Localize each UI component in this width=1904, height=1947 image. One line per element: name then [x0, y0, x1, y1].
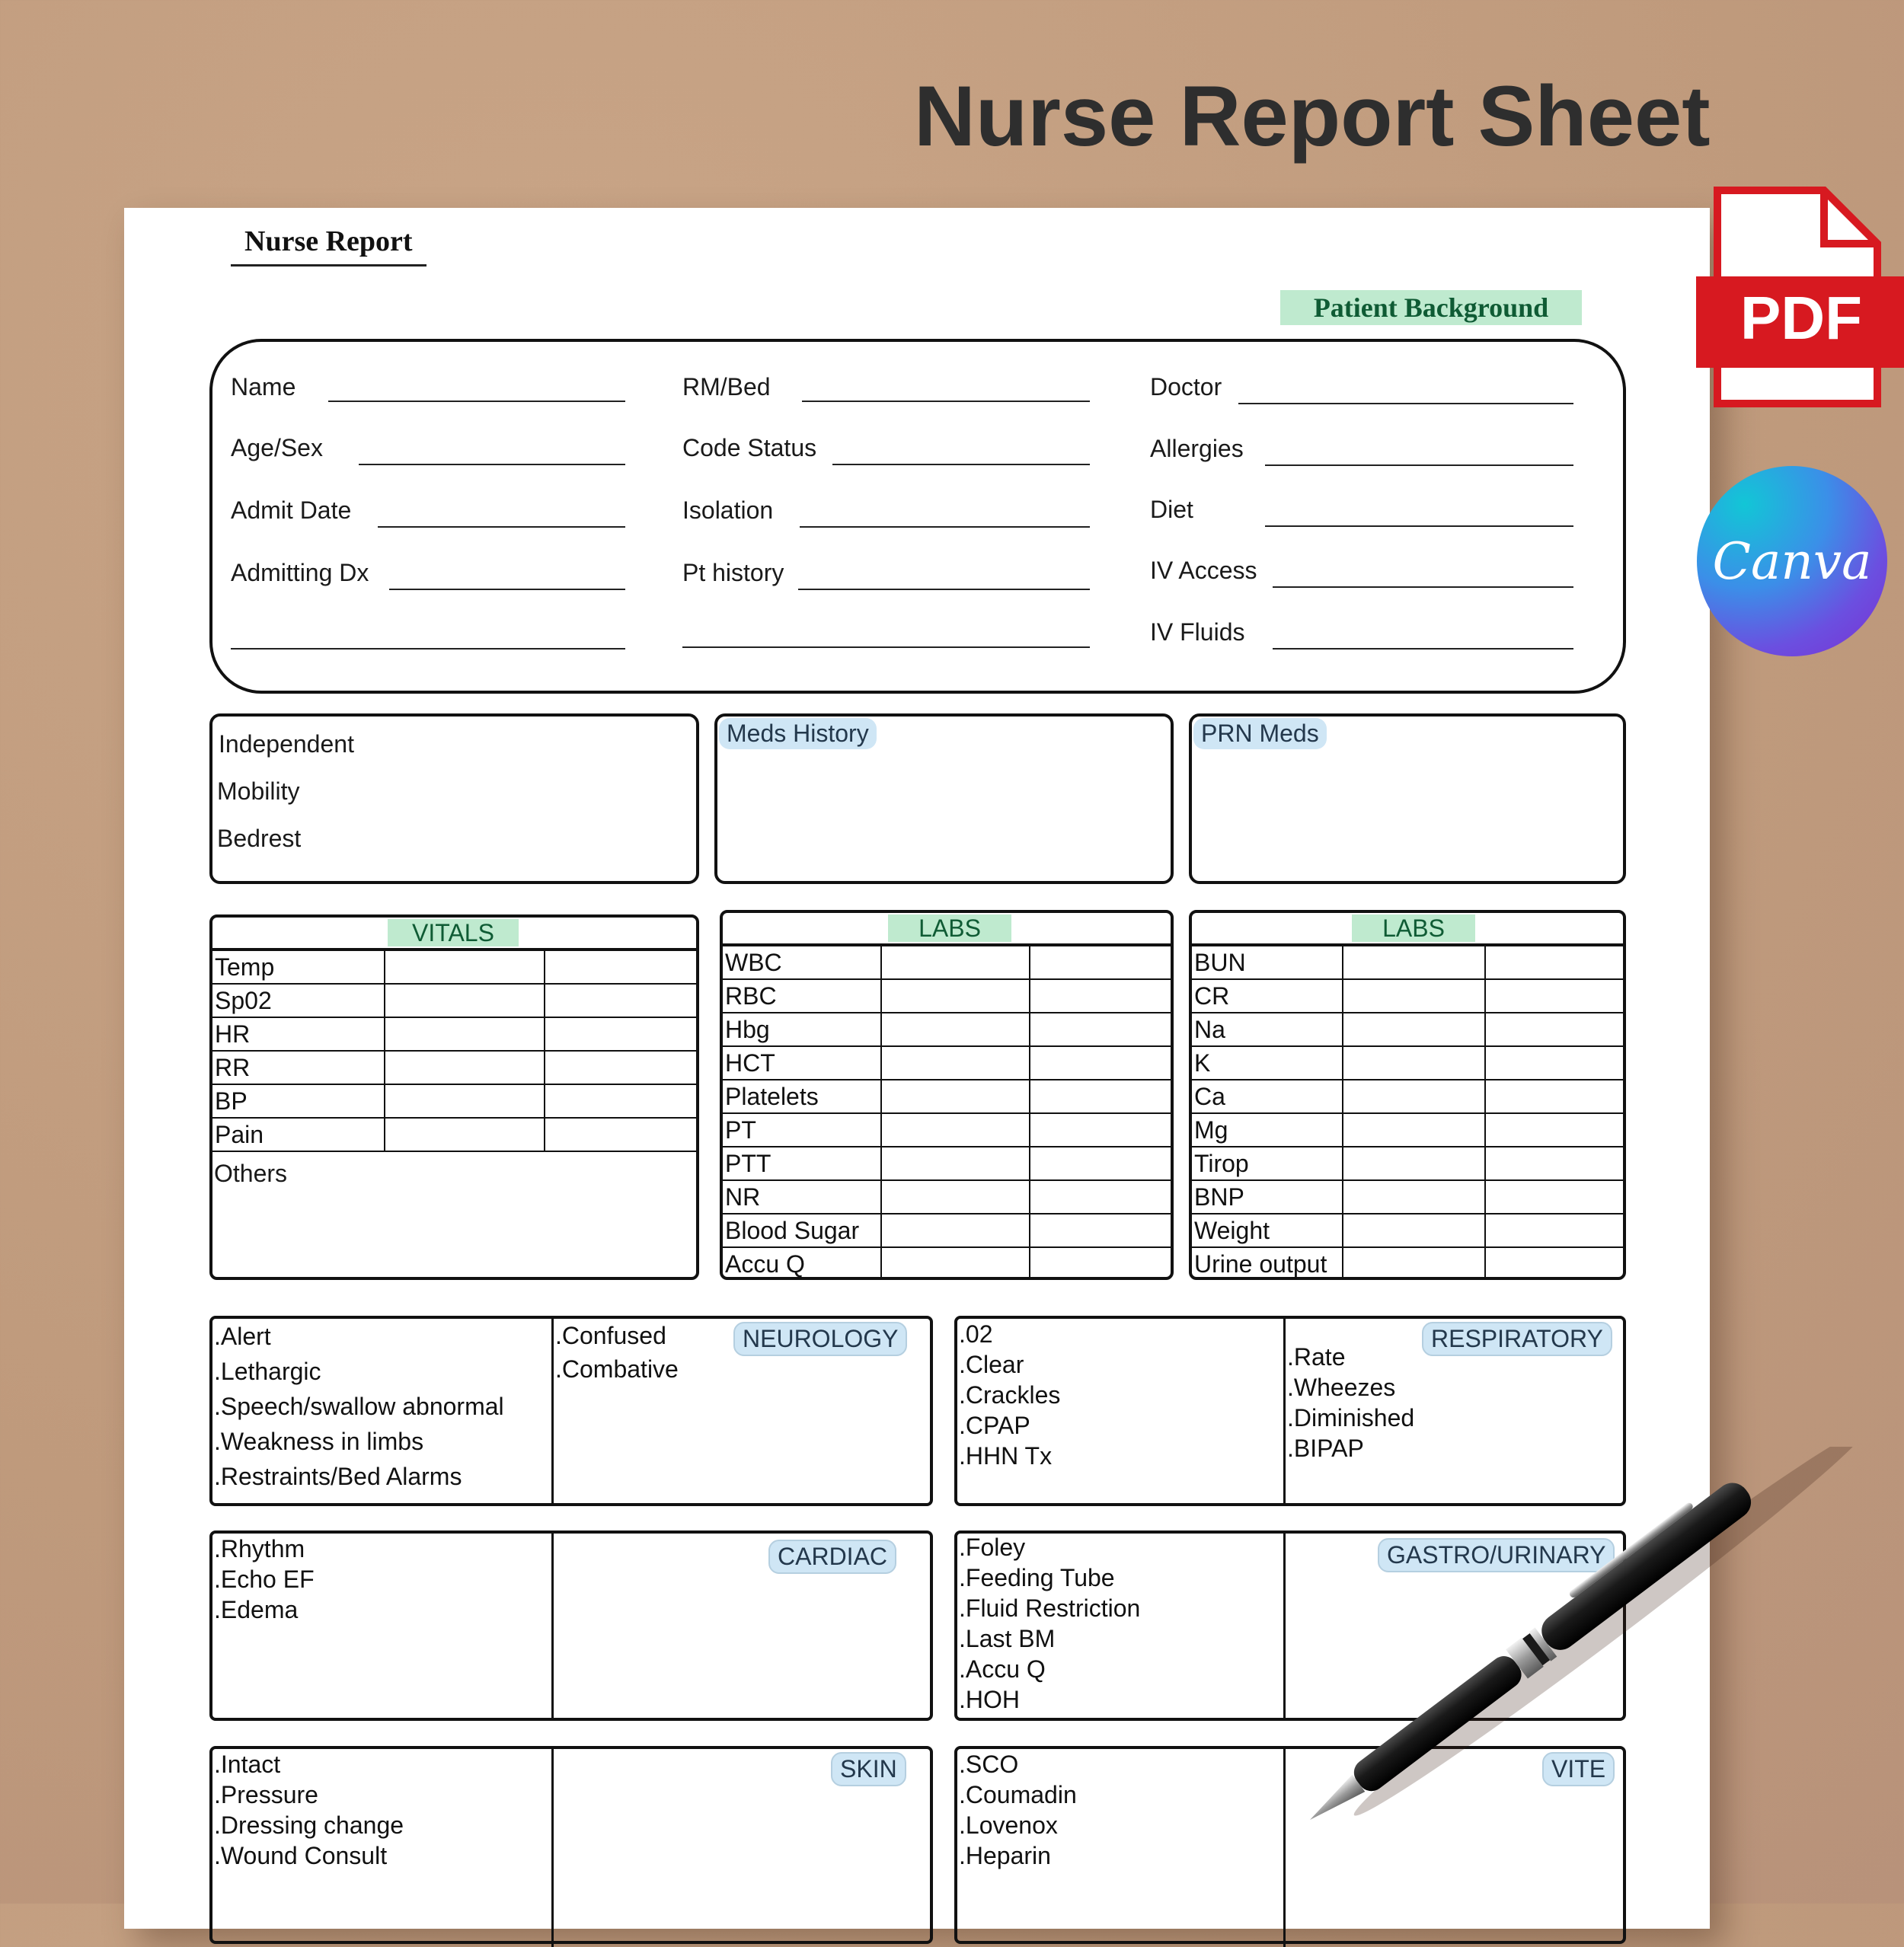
gastro-urinary-title: GASTRO/URINARY: [1378, 1538, 1615, 1572]
field-label: Doctor: [1150, 373, 1222, 401]
respiratory-item[interactable]: .Rate: [1287, 1343, 1346, 1371]
patient-background-tag: Patient Background: [1280, 290, 1582, 325]
field-label: Pt history: [682, 559, 784, 586]
labs1-value-cell[interactable]: [1030, 1113, 1174, 1147]
vitals-row-label: Sp02: [211, 984, 385, 1017]
mobility-option[interactable]: Independent: [219, 730, 354, 758]
canva-wordmark: Canva: [1712, 531, 1872, 591]
labs1-value-cell[interactable]: [881, 946, 1030, 979]
labs1-value-cell[interactable]: [881, 1080, 1030, 1113]
labs2-row-label: Urine output: [1190, 1247, 1343, 1280]
labs1-row: [721, 1147, 1174, 1180]
page-title: Nurse Report Sheet: [914, 69, 1711, 164]
labs1-row-label: PTT: [721, 1147, 881, 1180]
neurology-item[interactable]: .Combative: [555, 1355, 679, 1383]
labs1-value-cell[interactable]: [881, 1147, 1030, 1180]
cardiac-item[interactable]: .Edema: [214, 1596, 299, 1623]
neurology-item[interactable]: .Alert: [214, 1323, 271, 1350]
gastro-urinary-list: [959, 1532, 1140, 1715]
labs1-value-cell[interactable]: [1030, 1180, 1174, 1214]
labs2-value-cell[interactable]: [1343, 1180, 1485, 1214]
neurology-box: [209, 1316, 933, 1506]
neurology-title: NEUROLOGY: [733, 1322, 907, 1356]
cardiac-title: CARDIAC: [768, 1540, 896, 1574]
vitals-value-cell[interactable]: [545, 950, 699, 984]
field-label: Name: [231, 373, 296, 401]
labs2-value-cell[interactable]: [1343, 1247, 1485, 1280]
labs1-row: [721, 1046, 1174, 1080]
labs1-row: [721, 1247, 1174, 1280]
labs1-row: [721, 1113, 1174, 1147]
skin-box: [209, 1746, 933, 1944]
field-label: Allergies: [1150, 435, 1244, 462]
labs2-value-cell[interactable]: [1485, 1214, 1626, 1247]
labs2-row: [1190, 1046, 1626, 1080]
pdf-label: PDF: [1740, 284, 1862, 352]
labs1-value-cell[interactable]: [1030, 1214, 1174, 1247]
labs1-row: [721, 1214, 1174, 1247]
vitals-row: [211, 1017, 699, 1051]
gastro-urinary-item[interactable]: .Accu Q: [959, 1655, 1046, 1683]
pen-image: [1295, 1447, 1904, 1843]
vitals-row: [211, 1118, 699, 1151]
labs1-value-cell[interactable]: [1030, 946, 1174, 979]
gastro-urinary-item[interactable]: .Foley: [959, 1534, 1026, 1561]
code-status-line[interactable]: [832, 464, 1090, 465]
labs1-value-cell[interactable]: [881, 1180, 1030, 1214]
vitals-value-cell[interactable]: [385, 1051, 545, 1084]
labs2-value-cell[interactable]: [1343, 1046, 1485, 1080]
labs2-row: [1190, 1113, 1626, 1147]
labs1-row-label: Blood Sugar: [721, 1214, 881, 1247]
vitals-row-label: Temp: [211, 950, 385, 984]
cardiac-box: [209, 1530, 933, 1721]
field-label: Diet: [1150, 496, 1193, 523]
labs1-value-cell[interactable]: [1030, 1080, 1174, 1113]
respiratory-item[interactable]: .BIPAP: [1287, 1435, 1364, 1462]
gastro-urinary-item[interactable]: .Feeding Tube: [959, 1564, 1115, 1591]
labs2-row-label: CR: [1190, 979, 1343, 1013]
field-label: Admit Date: [231, 496, 352, 524]
neurology-right-list: [555, 1319, 679, 1386]
labs-box-1: [720, 910, 1174, 1280]
diet-line[interactable]: [1265, 525, 1573, 527]
vite-title: VITE: [1542, 1752, 1615, 1786]
labs1-value-cell[interactable]: [1030, 1247, 1174, 1280]
admitting-dx-line[interactable]: [389, 589, 625, 590]
labs2-value-cell[interactable]: [1343, 1013, 1485, 1046]
mobility-option[interactable]: Mobility: [217, 777, 300, 805]
vitals-value-cell[interactable]: [545, 984, 699, 1017]
skin-title: SKIN: [831, 1752, 906, 1786]
vitals-value-cell[interactable]: [385, 984, 545, 1017]
labs2-value-cell[interactable]: [1343, 979, 1485, 1013]
vite-item[interactable]: .Lovenox: [959, 1811, 1058, 1839]
skin-item[interactable]: .Dressing change: [214, 1811, 404, 1839]
vitals-value-cell[interactable]: [385, 1118, 545, 1151]
neurology-item[interactable]: .Weakness in limbs: [214, 1428, 424, 1455]
respiratory-item[interactable]: .CPAP: [959, 1412, 1030, 1439]
allergies-line[interactable]: [1265, 464, 1573, 466]
labs2-value-cell[interactable]: [1485, 1147, 1626, 1180]
admit-date-line[interactable]: [378, 526, 625, 528]
labs1-row: [721, 1013, 1174, 1046]
labs2-row-label: Tirop: [1190, 1147, 1343, 1180]
labs1-row: [721, 979, 1174, 1013]
vitals-table: [210, 950, 699, 1152]
vitals-value-cell[interactable]: [385, 950, 545, 984]
labs-table-2: [1190, 945, 1626, 1280]
extra-line[interactable]: [231, 648, 625, 650]
labs2-value-cell[interactable]: [1485, 1113, 1626, 1147]
respiratory-item[interactable]: .02: [959, 1320, 993, 1348]
skin-item[interactable]: .Intact: [214, 1751, 281, 1778]
vitals-box: [209, 914, 699, 1280]
labs2-value-cell[interactable]: [1343, 1080, 1485, 1113]
labs2-value-cell[interactable]: [1343, 946, 1485, 979]
vitals-value-cell[interactable]: [545, 1051, 699, 1084]
mobility-box: [209, 713, 699, 884]
age-sex-line[interactable]: [359, 464, 625, 465]
vitals-row-label: RR: [211, 1051, 385, 1084]
vite-item[interactable]: .Heparin: [959, 1842, 1051, 1869]
labs1-row-label: WBC: [721, 946, 881, 979]
vitals-row: [211, 1051, 699, 1084]
labs2-value-cell[interactable]: [1485, 1080, 1626, 1113]
labs2-row: [1190, 1214, 1626, 1247]
labs2-row: [1190, 979, 1626, 1013]
gastro-urinary-item[interactable]: .Fluid Restriction: [959, 1594, 1141, 1622]
labs1-value-cell[interactable]: [881, 979, 1030, 1013]
vitals-value-cell[interactable]: [545, 1118, 699, 1151]
vite-item[interactable]: .SCO: [959, 1751, 1019, 1778]
labs1-row-label: Accu Q: [721, 1247, 881, 1280]
meds-history-label: Meds History: [719, 718, 877, 749]
labs2-row: [1190, 1013, 1626, 1046]
neurology-item[interactable]: .Lethargic: [214, 1358, 321, 1385]
isolation-line[interactable]: [800, 526, 1090, 528]
labs2-value-cell[interactable]: [1485, 979, 1626, 1013]
vitals-value-cell[interactable]: [545, 1084, 699, 1118]
respiratory-item[interactable]: .HHN Tx: [959, 1442, 1053, 1470]
vite-list: [959, 1749, 1077, 1871]
patient-background-box: [209, 339, 1626, 694]
labs2-row-label: BUN: [1190, 946, 1343, 979]
vitals-value-cell[interactable]: [545, 1017, 699, 1051]
labs2-value-cell[interactable]: [1485, 1180, 1626, 1214]
labs2-row-label: Weight: [1190, 1214, 1343, 1247]
neurology-item[interactable]: .Speech/swallow abnormal: [214, 1393, 504, 1420]
vitals-row: [211, 1084, 699, 1118]
respiratory-title: RESPIRATORY: [1422, 1322, 1612, 1356]
labs1-row-label: Platelets: [721, 1080, 881, 1113]
respiratory-item[interactable]: .Wheezes: [1287, 1374, 1396, 1401]
respiratory-right-list: [1287, 1342, 1414, 1463]
vitals-value-cell[interactable]: [385, 1084, 545, 1118]
labs-box-2: [1189, 910, 1626, 1280]
labs2-value-cell[interactable]: [1485, 946, 1626, 979]
labs-title: LABS: [888, 914, 1011, 942]
labs2-value-cell[interactable]: [1343, 1214, 1485, 1247]
cardiac-item[interactable]: .Echo EF: [214, 1566, 315, 1593]
field-label: Isolation: [682, 496, 774, 524]
labs1-row: [721, 1180, 1174, 1214]
labs1-value-cell[interactable]: [1030, 1046, 1174, 1080]
labs2-value-cell[interactable]: [1343, 1113, 1485, 1147]
neurology-item[interactable]: .Confused: [555, 1322, 666, 1349]
report-title: Nurse Report: [231, 225, 426, 267]
vitals-row-label: HR: [211, 1017, 385, 1051]
skin-item[interactable]: .Pressure: [214, 1781, 318, 1808]
iv-access-line[interactable]: [1273, 586, 1573, 588]
labs1-value-cell[interactable]: [1030, 1013, 1174, 1046]
labs1-row-label: PT: [721, 1113, 881, 1147]
labs1-row-label: HCT: [721, 1046, 881, 1080]
vitals-row-label: Pain: [211, 1118, 385, 1151]
prn-meds-box[interactable]: [1189, 713, 1626, 884]
labs2-row: [1190, 1147, 1626, 1180]
vitals-others-label: Others: [214, 1160, 288, 1187]
prn-meds-label: PRN Meds: [1193, 718, 1327, 749]
labs2-row-label: Na: [1190, 1013, 1343, 1046]
neurology-left-list: [214, 1319, 504, 1494]
vitals-value-cell[interactable]: [385, 1017, 545, 1051]
labs1-value-cell[interactable]: [1030, 979, 1174, 1013]
vite-item[interactable]: .Coumadin: [959, 1781, 1077, 1808]
labs1-value-cell[interactable]: [881, 1247, 1030, 1280]
canva-logo: [1697, 466, 1887, 656]
labs2-row-label: K: [1190, 1046, 1343, 1080]
gastro-urinary-item[interactable]: .HOH: [959, 1686, 1020, 1713]
pdf-file-icon: [1695, 187, 1904, 415]
gastro-urinary-item[interactable]: .Last BM: [959, 1625, 1056, 1652]
doctor-line[interactable]: [1238, 403, 1573, 404]
labs1-row-label: NR: [721, 1180, 881, 1214]
field-label: RM/Bed: [682, 373, 771, 401]
mobility-option[interactable]: Bedrest: [217, 825, 302, 852]
field-label: Age/Sex: [231, 434, 323, 461]
vitals-row: [211, 950, 699, 984]
labs2-row: [1190, 1180, 1626, 1214]
respiratory-item[interactable]: .Crackles: [959, 1381, 1061, 1409]
labs1-row: [721, 1080, 1174, 1113]
labs-table-1: [720, 945, 1174, 1280]
labs2-row: [1190, 946, 1626, 979]
iv-fluids-line[interactable]: [1273, 648, 1573, 650]
respiratory-left-list: [959, 1319, 1060, 1471]
pt-history-line[interactable]: [798, 589, 1090, 590]
labs1-row-label: Hbg: [721, 1013, 881, 1046]
neurology-item[interactable]: .Restraints/Bed Alarms: [214, 1463, 462, 1490]
respiratory-item[interactable]: .Clear: [959, 1351, 1024, 1378]
labs1-row-label: RBC: [721, 979, 881, 1013]
labs2-row-label: Mg: [1190, 1113, 1343, 1147]
cardiac-list: [214, 1534, 315, 1625]
skin-list: [214, 1749, 404, 1871]
labs2-value-cell[interactable]: [1343, 1147, 1485, 1180]
labs2-value-cell[interactable]: [1485, 1247, 1626, 1280]
labs1-row: [721, 946, 1174, 979]
rm-bed-line[interactable]: [802, 401, 1090, 402]
labs2-value-cell[interactable]: [1485, 1013, 1626, 1046]
vitals-row-label: BP: [211, 1084, 385, 1118]
skin-item[interactable]: .Wound Consult: [214, 1842, 388, 1869]
field-label: Admitting Dx: [231, 559, 369, 586]
extra-line[interactable]: [682, 646, 1090, 648]
labs2-row: [1190, 1247, 1626, 1280]
labs1-value-cell[interactable]: [881, 1046, 1030, 1080]
labs1-value-cell[interactable]: [881, 1013, 1030, 1046]
field-label: IV Access: [1150, 557, 1257, 584]
vitals-title: VITALS: [388, 919, 519, 946]
labs2-value-cell[interactable]: [1485, 1046, 1626, 1080]
field-label: Code Status: [682, 434, 817, 461]
name-line[interactable]: [328, 401, 625, 402]
labs1-value-cell[interactable]: [1030, 1147, 1174, 1180]
respiratory-item[interactable]: .Diminished: [1287, 1404, 1415, 1432]
labs2-row: [1190, 1080, 1626, 1113]
labs1-value-cell[interactable]: [881, 1113, 1030, 1147]
labs1-value-cell[interactable]: [881, 1214, 1030, 1247]
cardiac-item[interactable]: .Rhythm: [214, 1535, 305, 1562]
labs2-row-label: BNP: [1190, 1180, 1343, 1214]
labs2-row-label: Ca: [1190, 1080, 1343, 1113]
labs-title: LABS: [1352, 914, 1475, 942]
vitals-row: [211, 984, 699, 1017]
field-label: IV Fluids: [1150, 618, 1245, 646]
meds-history-box[interactable]: [714, 713, 1174, 884]
